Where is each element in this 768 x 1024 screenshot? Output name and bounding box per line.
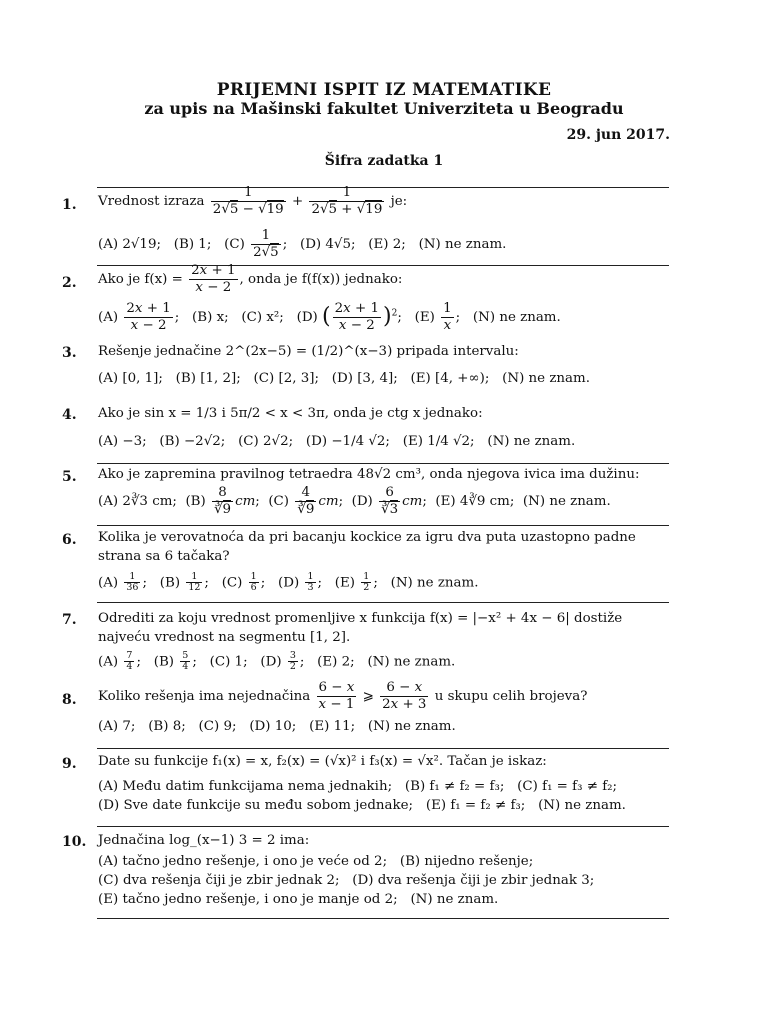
- task-code: Šifra zadatka 1: [324, 153, 444, 169]
- answer-row: (C) dva rešenja čiji je zbir jednak 2; (D) dva rešenja čiji je zbir jednak 3;: [98, 872, 595, 888]
- answer-row: (A) Među datim funkcijama nema jednakih; (B) f₁ ≠ f₂ = f₃; (C) f₁ = f₃ ≠ f₂;: [98, 779, 618, 794]
- question-number: 2.: [62, 275, 77, 291]
- exam-subtitle: za upis na Mašinski fakultet Univerziteta u Beogradu: [144, 99, 624, 118]
- question-5-text: Ako je zapremina pravilnog tetraedra 48√2 cm³, onda njegova ivica ima dužinu:: [98, 467, 640, 482]
- fraction: $\frac{1}{12}$: [188, 571, 201, 594]
- question-1-answers: (A) 2√19; (B) 1; (C) $\frac{1}{2√5}$ ; (D) 4√5; (E) 2; (N) ne znam.: [98, 228, 507, 261]
- question-number: 7.: [62, 612, 77, 628]
- question-8-answers: (A) 7; (B) 8; (C) 9; (D) 10; (E) 11; (N) ne znam.: [98, 719, 456, 734]
- answer-row: (A) tačno jedno rešenje, i ono je veće od 2; (B) nijedno rešenje;: [98, 854, 534, 869]
- question-6-answers: (A) $\frac{1}{36}$ ; (B) $\frac{1}{12}$ ; (C) $\frac{1}{6}$ ; (D) $\frac{1}{3}$ ; (E) $\frac{1}{2}$ ; (N) ne znam.: [98, 571, 479, 594]
- question-number: 3.: [62, 345, 77, 361]
- question-8-text: Koliko rešenja ima nejednačina $\frac{6 - x}{x - 1}$ ⩾ $\frac{6 - x}{2x + 3}$ u skupu celih brojeva?: [98, 680, 588, 713]
- fraction: $\frac{1}{2√5 + √19}$: [311, 185, 383, 218]
- question-4-text: Ako je sin x = 1/3 i 5π/2 < x < 3π, onda je ctg x jednako:: [98, 406, 483, 421]
- question-2-answers: (A) $\frac{2x + 1}{x - 2}$ ; (B) x; (C) x²; (D) ( $\frac{2x + 1}{x - 2}$ )$^2$; (E) $\frac{1}{x}$ ; (N) ne znam.: [98, 301, 561, 334]
- answer-row: (D) Sve date funkcije su među sobom jednake; (E) f₁ = f₂ ≠ f₃; (N) ne znam.: [98, 797, 626, 813]
- question-10-text: Jednačina log_(x−1) 3 = 2 ima:: [98, 833, 310, 848]
- fraction: $\frac{5}{4}$: [182, 650, 189, 673]
- fraction: $\frac{1}{2√5}$: [253, 228, 279, 261]
- fraction: $\frac{2x + 1}{x - 2}$: [126, 301, 171, 334]
- divider: [97, 748, 669, 749]
- question-7-text: Odrediti za koju vrednost promenljive x funkcija f(x) = |−x² + 4x − 6| dostiže najveću vrednost na segmentu [1, 2].: [98, 611, 623, 645]
- fraction: $\frac{2x + 1}{x - 2}$: [334, 301, 379, 334]
- fraction: $\frac{6 - x}{2x + 3}$: [382, 680, 427, 713]
- question-4-answers: (A) −3; (B) −2√2; (C) 2√2; (D) −1/4 √2; (E) 1/4 √2; (N) ne znam.: [98, 434, 576, 449]
- question-number: 4.: [62, 407, 77, 423]
- answer-row: (E) tačno jedno rešenje, i ono je manje od 2; (N) ne znam.: [98, 891, 499, 907]
- question-number: 8.: [62, 692, 77, 708]
- question-number: 9.: [62, 756, 77, 772]
- exam-date: 29. jun 2017.: [566, 127, 670, 143]
- question-3-answers: (A) [0, 1]; (B) [1, 2]; (C) [2, 3]; (D) [3, 4]; (E) [4, +∞); (N) ne znam.: [98, 371, 590, 386]
- question-number: 5.: [62, 469, 77, 485]
- question-7-answers: (A) $\frac{7}{4}$ ; (B) $\frac{5}{4}$ ; (C) 1; (D) $\frac{3}{2}$ ; (E) 2; (N) ne znam.: [98, 650, 456, 673]
- fraction: $\frac{6 - x}{x - 1}$: [318, 680, 355, 713]
- question-6-text: Kolika je verovatnoća da pri bacanju kockice za igru dva puta uzastopno padne strana sa 6 tačaka?: [98, 530, 636, 564]
- fraction: $\frac{4}{∛9}$: [297, 485, 315, 518]
- question-9-answers: [98, 778, 678, 816]
- divider: [97, 918, 669, 919]
- divider: [97, 826, 669, 827]
- fraction: $\frac{7}{4}$: [126, 650, 133, 673]
- question-10-answers: [98, 853, 678, 909]
- fraction: $\frac{1}{36}$: [126, 571, 139, 594]
- question-1-text: Vrednost izraza $\frac{1}{2√5 - √19}$ + $\frac{1}{2√5 + √19}$ je:: [98, 185, 408, 218]
- exam-title: PRIJEMNI ISPIT IZ MATEMATIKE: [216, 80, 552, 100]
- question-2-text: Ako je f(x) = $\frac{2x + 1}{x - 2}$ , onda je f(f(x)) jednako:: [98, 263, 403, 296]
- divider: [97, 463, 669, 464]
- fraction: $\frac{3}{2}$: [289, 650, 296, 673]
- fraction: $\frac{1}{6}$: [250, 571, 257, 594]
- fraction: $\frac{8}{∛9}$: [214, 485, 232, 518]
- question-number: 1.: [62, 197, 77, 213]
- fraction: $\frac{2x + 1}{x - 2}$: [191, 263, 236, 296]
- divider: [97, 525, 669, 526]
- fraction: $\frac{1}{x}$: [443, 301, 452, 334]
- fraction: $\frac{1}{2}$: [363, 571, 370, 594]
- question-9-text: Date su funkcije f₁(x) = x, f₂(x) = (√x)² i f₃(x) = √x². Tačan je iskaz:: [98, 754, 547, 769]
- fraction: $\frac{1}{2√5 - √19}$: [212, 185, 284, 218]
- question-number: 10.: [62, 834, 87, 850]
- question-5-answers: (A) 2∛3 cm; (B) $\frac{8}{∛9}$ cm; (C) $\frac{4}{∛9}$ cm; (D) $\frac{6}{∛3}$ cm; (E) 4∛9 cm; (N) ne znam.: [98, 485, 611, 518]
- question-number: 6.: [62, 532, 77, 548]
- fraction: $\frac{1}{3}$: [307, 571, 314, 594]
- fraction: $\frac{6}{∛3}$: [381, 485, 399, 518]
- divider: [97, 602, 669, 603]
- question-3-text: Rešenje jednačine 2^(2x−5) = (1/2)^(x−3) pripada intervalu:: [98, 344, 519, 359]
